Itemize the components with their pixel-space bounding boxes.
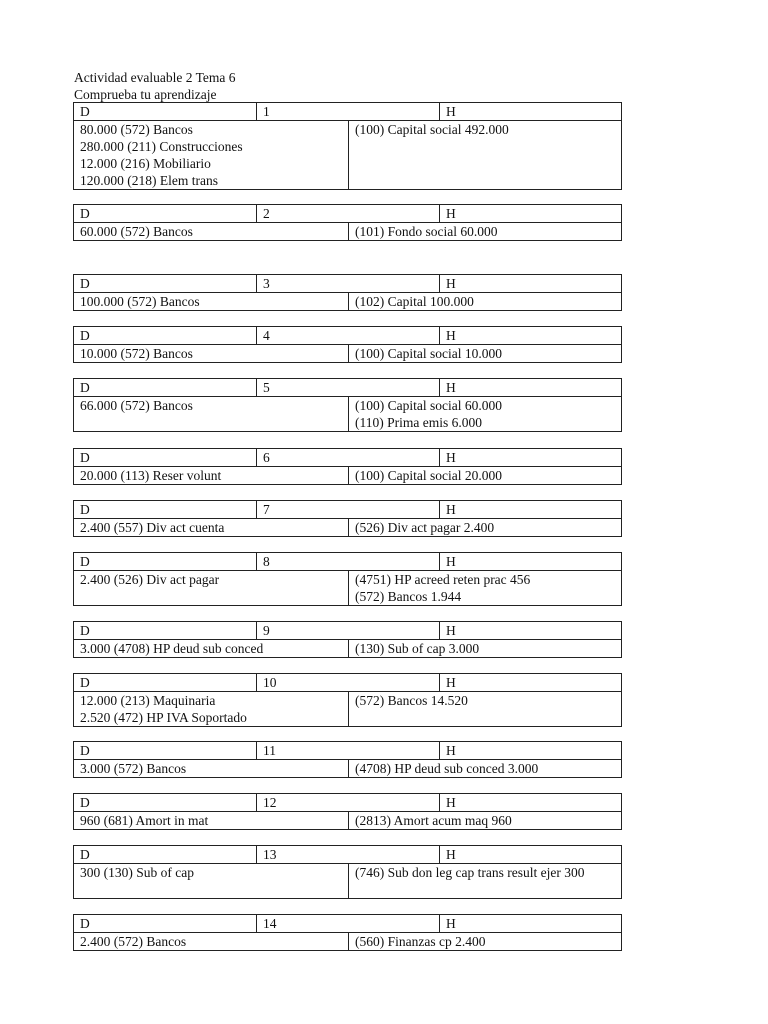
- entry-header-row: [74, 742, 621, 760]
- journal-entry: [73, 448, 622, 485]
- entry-header-row: [74, 379, 621, 397]
- journal-entry: [73, 378, 622, 432]
- entry-number: 7: [257, 501, 440, 518]
- debit-heading: D: [74, 742, 257, 759]
- entry-body-row: [74, 640, 621, 657]
- debit-heading: D: [74, 449, 257, 466]
- entry-body-row: [74, 223, 621, 240]
- entry-body-row: [74, 467, 621, 484]
- entry-header-row: [74, 449, 621, 467]
- entry-header-row: [74, 205, 621, 223]
- entry-number: 2: [257, 205, 440, 222]
- credit-column: [349, 864, 621, 898]
- entry-number: 6: [257, 449, 440, 466]
- credit-column: [349, 519, 621, 536]
- debit-line: 2.400 (526) Div act pagar: [80, 572, 220, 587]
- debit-column: [74, 640, 349, 657]
- debit-line: 20.000 (113) Reser volunt: [80, 468, 222, 483]
- debit-column: [74, 223, 349, 240]
- debit-column: [74, 692, 349, 726]
- debit-heading: D: [74, 915, 257, 932]
- debit-column: [74, 864, 349, 898]
- entry-number: 3: [257, 275, 440, 292]
- debit-line: 66.000 (572) Bancos: [80, 398, 193, 413]
- debit-line: 2.400 (557) Div act cuenta: [80, 520, 225, 535]
- credit-line: (746) Sub don leg cap trans result ejer 300: [355, 865, 585, 880]
- journal-entry: [73, 204, 622, 241]
- entry-body-row: [74, 760, 621, 777]
- credit-line: (526) Div act pagar 2.400: [355, 520, 495, 535]
- entry-number: 14: [257, 915, 440, 932]
- debit-column: [74, 397, 349, 431]
- entry-header-row: [74, 674, 621, 692]
- credit-heading: H: [446, 847, 456, 862]
- debit-line: 280.000 (211) Construcciones: [80, 139, 243, 154]
- entry-header-row: [74, 794, 621, 812]
- credit-heading: H: [446, 916, 456, 931]
- entry-number: 12: [257, 794, 440, 811]
- entry-body-row: [74, 692, 621, 726]
- credit-heading: H: [446, 276, 456, 291]
- journal-entry: [73, 102, 622, 190]
- entry-body-row: [74, 812, 621, 829]
- entry-header-row: [74, 846, 621, 864]
- debit-line: 12.000 (213) Maquinaria: [80, 693, 216, 708]
- debit-line: 12.000 (216) Mobiliario: [80, 156, 211, 171]
- debit-line: 300 (130) Sub of cap: [80, 865, 194, 880]
- debit-heading: D: [74, 103, 257, 120]
- credit-line: (100) Capital social 20.000: [355, 468, 502, 483]
- credit-column: [349, 121, 621, 189]
- credit-column: [349, 640, 621, 657]
- entry-header-row: [74, 327, 621, 345]
- debit-line: 120.000 (218) Elem trans: [80, 173, 218, 188]
- journal-entry: [73, 845, 622, 899]
- debit-line: 960 (681) Amort in mat: [80, 813, 209, 828]
- credit-heading: H: [446, 743, 456, 758]
- credit-heading: H: [446, 380, 456, 395]
- entry-number: 5: [257, 379, 440, 396]
- entry-number: 11: [257, 742, 440, 759]
- credit-column: [349, 692, 621, 726]
- credit-line: (572) Bancos 14.520: [355, 693, 468, 708]
- entry-number: 8: [257, 553, 440, 570]
- credit-heading: H: [446, 206, 456, 221]
- entry-number: 4: [257, 327, 440, 344]
- entry-number: 10: [257, 674, 440, 691]
- journal-entry: [73, 793, 622, 830]
- credit-column: [349, 223, 621, 240]
- entry-body-row: [74, 345, 621, 362]
- debit-column: [74, 293, 349, 310]
- entry-header-row: [74, 103, 621, 121]
- debit-column: [74, 345, 349, 362]
- entry-body-row: [74, 571, 621, 605]
- entry-number: 1: [257, 103, 440, 120]
- credit-column: [349, 933, 621, 950]
- debit-line: 60.000 (572) Bancos: [80, 224, 193, 239]
- debit-column: [74, 467, 349, 484]
- debit-heading: D: [74, 622, 257, 639]
- entry-body-row: [74, 933, 621, 950]
- entry-header-row: [74, 915, 621, 933]
- debit-column: [74, 519, 349, 536]
- credit-heading: H: [446, 502, 456, 517]
- credit-line: (572) Bancos 1.944: [355, 589, 462, 604]
- entry-body-row: [74, 121, 621, 189]
- credit-line: (100) Capital social 10.000: [355, 346, 502, 361]
- debit-heading: D: [74, 553, 257, 570]
- credit-line: (100) Capital social 60.000: [355, 398, 502, 413]
- page-subtitle: Comprueba tu aprendizaje: [74, 87, 217, 102]
- debit-line: 2.400 (572) Bancos: [80, 934, 187, 949]
- debit-heading: D: [74, 275, 257, 292]
- credit-column: [349, 397, 621, 431]
- credit-column: [349, 467, 621, 484]
- credit-line: (2813) Amort acum maq 960: [355, 813, 512, 828]
- credit-heading: H: [446, 450, 456, 465]
- credit-line: (560) Finanzas cp 2.400: [355, 934, 486, 949]
- credit-heading: H: [446, 554, 456, 569]
- debit-line: 3.000 (572) Bancos: [80, 761, 187, 776]
- credit-line: (101) Fondo social 60.000: [355, 224, 498, 239]
- entry-header-row: [74, 553, 621, 571]
- credit-line: (4751) HP acreed reten prac 456: [355, 572, 531, 587]
- journal-entry: [73, 914, 622, 951]
- journal-entry: [73, 326, 622, 363]
- entry-body-row: [74, 519, 621, 536]
- entry-header-row: [74, 275, 621, 293]
- credit-line: (102) Capital 100.000: [355, 294, 474, 309]
- entry-header-row: [74, 501, 621, 519]
- credit-line: (110) Prima emis 6.000: [355, 415, 482, 430]
- page-header: [74, 69, 236, 103]
- entry-number: 9: [257, 622, 440, 639]
- debit-heading: D: [74, 846, 257, 863]
- debit-heading: D: [74, 327, 257, 344]
- credit-heading: H: [446, 328, 456, 343]
- credit-heading: H: [446, 675, 456, 690]
- debit-line: 3.000 (4708) HP deud sub conced: [80, 641, 264, 656]
- debit-column: [74, 933, 349, 950]
- debit-line: 10.000 (572) Bancos: [80, 346, 193, 361]
- debit-heading: D: [74, 379, 257, 396]
- credit-column: [349, 293, 621, 310]
- debit-column: [74, 571, 349, 605]
- entry-header-row: [74, 622, 621, 640]
- debit-heading: D: [74, 501, 257, 518]
- credit-line: (100) Capital social 492.000: [355, 122, 509, 137]
- journal-entry: [73, 552, 622, 606]
- entry-body-row: [74, 864, 621, 898]
- page-title: Actividad evaluable 2 Tema 6: [74, 70, 236, 85]
- credit-heading: H: [446, 623, 456, 638]
- debit-line: 100.000 (572) Bancos: [80, 294, 200, 309]
- entry-number: 13: [257, 846, 440, 863]
- debit-column: [74, 121, 349, 189]
- credit-column: [349, 760, 621, 777]
- debit-line: 80.000 (572) Bancos: [80, 122, 193, 137]
- debit-heading: D: [74, 205, 257, 222]
- journal-entry: [73, 500, 622, 537]
- debit-column: [74, 812, 349, 829]
- journal-entry: [73, 621, 622, 658]
- debit-heading: D: [74, 674, 257, 691]
- credit-column: [349, 571, 621, 605]
- credit-column: [349, 345, 621, 362]
- credit-column: [349, 812, 621, 829]
- debit-column: [74, 760, 349, 777]
- credit-line: (4708) HP deud sub conced 3.000: [355, 761, 539, 776]
- entry-body-row: [74, 293, 621, 310]
- journal-entry: [73, 741, 622, 778]
- credit-line: (130) Sub of cap 3.000: [355, 641, 480, 656]
- debit-line: 2.520 (472) HP IVA Soportado: [80, 710, 247, 725]
- journal-entry: [73, 673, 622, 727]
- journal-entry: [73, 274, 622, 311]
- entry-body-row: [74, 397, 621, 431]
- credit-heading: H: [446, 795, 456, 810]
- debit-heading: D: [74, 794, 257, 811]
- credit-heading: H: [446, 104, 456, 119]
